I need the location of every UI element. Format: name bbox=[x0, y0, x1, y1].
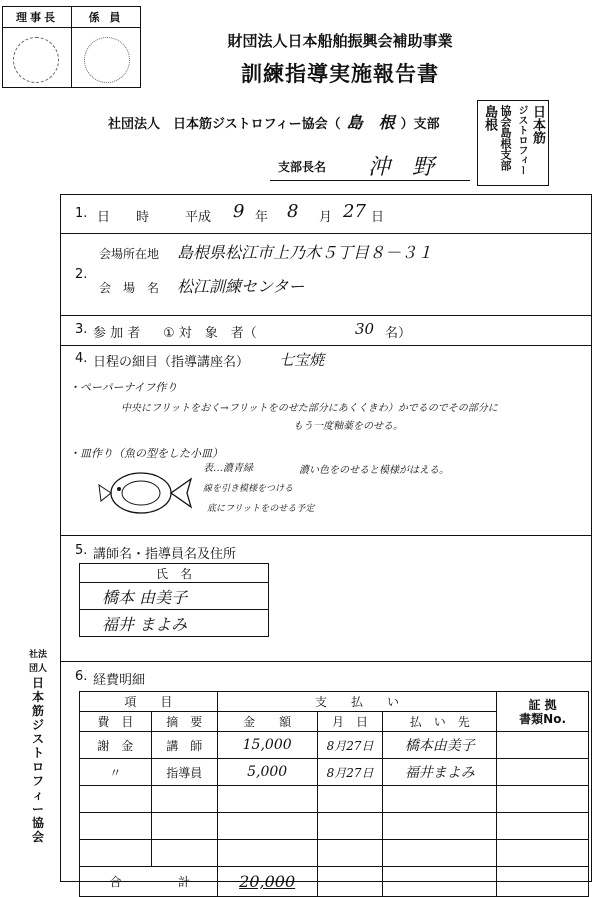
side-char: 団人 bbox=[28, 664, 47, 674]
side-char: フ bbox=[31, 774, 44, 788]
participants-count: 30 bbox=[355, 320, 375, 338]
venue-name: 松江訓練センター bbox=[177, 277, 305, 296]
participants-number: 3. bbox=[75, 322, 88, 337]
organization-line bbox=[108, 110, 440, 133]
section-instructors bbox=[61, 535, 591, 662]
row1-summary: 講 師 bbox=[151, 732, 217, 759]
expense-row bbox=[80, 732, 589, 759]
schedule-item1-line2: もう一度釉薬をのせる。 bbox=[293, 421, 403, 432]
date-year: 9 bbox=[233, 201, 245, 222]
schedule-number: 4. bbox=[75, 351, 88, 366]
org-prefix: 社団法人 日本筋ジストロフィー協会（ bbox=[108, 117, 341, 132]
date-number: 1. bbox=[75, 206, 88, 221]
side-char: ー bbox=[31, 802, 44, 816]
fish-body bbox=[111, 473, 171, 513]
total-label-1: 合 bbox=[80, 867, 152, 897]
total-label-2: 計 bbox=[151, 867, 217, 897]
side-char: 本 bbox=[31, 690, 44, 704]
fish-eye bbox=[117, 487, 121, 491]
side-char: 筋 bbox=[31, 704, 44, 718]
schedule-note1: 表…濃青緑 bbox=[203, 463, 253, 474]
side-char: 日 bbox=[31, 676, 44, 690]
seal-col-4: 島根 bbox=[482, 105, 497, 131]
venue-number: 2. bbox=[75, 267, 88, 282]
header-payee: 払 い 先 bbox=[383, 712, 497, 732]
venue-address: 島根県松江市上乃木５丁目８－３１ bbox=[177, 243, 434, 262]
instructors-number: 5. bbox=[75, 543, 88, 558]
side-char: ト bbox=[31, 746, 44, 760]
header-proof-line1: 証 拠 bbox=[528, 697, 557, 712]
row1-item: 謝 金 bbox=[80, 732, 152, 759]
side-char: ロ bbox=[31, 760, 44, 774]
side-char: ィ bbox=[31, 788, 44, 802]
section-date bbox=[61, 195, 591, 234]
seal-col-3: 協会島根支部 bbox=[499, 105, 512, 171]
branch-head-name: 沖 野 bbox=[368, 155, 435, 180]
side-char: ジ bbox=[31, 718, 44, 732]
expense-row bbox=[80, 813, 589, 840]
schedule-note1b: 濃い色をのせると模様がはえる。 bbox=[299, 465, 449, 476]
expense-row bbox=[80, 786, 589, 813]
foundation-line: 財団法人日本船舶振興会補助事業 bbox=[227, 32, 453, 50]
instructor-name-2: 福井 まよみ bbox=[80, 610, 269, 637]
row1-amount: 15,000 bbox=[217, 732, 317, 759]
schedule-label: 日程の細目（指導講座名） bbox=[93, 355, 250, 370]
date-era: 平成 bbox=[185, 210, 212, 225]
fish-inner bbox=[122, 481, 160, 505]
branch-seal bbox=[477, 100, 549, 186]
expense-row bbox=[80, 759, 589, 786]
chairman-label: 理事長 bbox=[3, 7, 71, 28]
report-title: 訓練指導実施報告書 bbox=[241, 62, 439, 86]
header-proof bbox=[497, 692, 589, 732]
participants-unit: 名） bbox=[385, 326, 412, 341]
instructors-label: 講師名・指導員名及住所 bbox=[93, 547, 237, 562]
venue-address-label: 会場所在地 bbox=[99, 247, 160, 261]
section-schedule bbox=[61, 345, 591, 536]
schedule-note2: 線を引き模様をつける bbox=[203, 484, 294, 494]
side-char: ス bbox=[31, 732, 44, 746]
schedule-note3: 底にフリットをのせる予定 bbox=[207, 504, 315, 514]
side-char: 協 bbox=[31, 816, 44, 830]
row2-amount: 5,000 bbox=[217, 759, 317, 786]
section-expenses bbox=[61, 661, 591, 891]
date-label: 日 時 bbox=[97, 210, 150, 225]
row2-proof bbox=[497, 759, 589, 786]
header-proof-line2: 書類No. bbox=[519, 711, 567, 726]
expenses-label: 経費明細 bbox=[93, 673, 146, 688]
date-month: 8 bbox=[287, 201, 299, 222]
expense-total-row bbox=[80, 867, 589, 897]
branch-name: 島 根 bbox=[346, 113, 395, 132]
expenses-table bbox=[79, 691, 589, 897]
header-payment: 支 払 い bbox=[217, 692, 496, 712]
venue-name-label: 会 場 名 bbox=[99, 281, 160, 295]
date-year-unit: 年 bbox=[255, 210, 269, 225]
section-participants bbox=[61, 315, 591, 346]
report-form bbox=[60, 194, 592, 891]
section-venue bbox=[61, 233, 591, 316]
header-date: 月 日 bbox=[317, 712, 383, 732]
fish-head bbox=[99, 485, 111, 501]
row1-date: 8月27日 bbox=[317, 732, 383, 759]
branch-head-label: 支部長名 bbox=[278, 160, 327, 174]
fish-plate-sketch bbox=[91, 461, 211, 521]
org-suffix: ）支部 bbox=[400, 117, 440, 132]
date-month-unit: 月 bbox=[319, 210, 333, 225]
header-expense-item: 費 目 bbox=[80, 712, 152, 732]
side-char: 社法 bbox=[28, 650, 47, 660]
seal-col-2: ジストロフィー bbox=[516, 105, 527, 175]
row1-payee: 橋本由美子 bbox=[383, 732, 497, 759]
row2-payee: 福井まよみ bbox=[383, 759, 497, 786]
date-day: 27 bbox=[343, 201, 366, 222]
staff-label: 係 員 bbox=[72, 7, 140, 28]
instructor-name-1: 橋本 由美子 bbox=[80, 583, 269, 610]
side-char: 会 bbox=[31, 830, 44, 844]
participants-label: 参 加 者 bbox=[93, 326, 141, 341]
expense-row bbox=[80, 840, 589, 867]
row1-proof bbox=[497, 732, 589, 759]
instructors-name-header: 氏 名 bbox=[80, 564, 269, 583]
branch-head-underline bbox=[270, 180, 470, 181]
seal-col-1: 日本筋 bbox=[530, 105, 545, 144]
total-amount: 20,000 bbox=[217, 867, 317, 897]
date-day-unit: 日 bbox=[371, 210, 385, 225]
instructors-table bbox=[79, 563, 269, 637]
header-item: 項 目 bbox=[80, 692, 218, 712]
row2-date: 8月27日 bbox=[317, 759, 383, 786]
schedule-course: 七宝焼 bbox=[279, 351, 325, 369]
row2-summary: 指導員 bbox=[151, 759, 217, 786]
schedule-item1-line1: 中央にフリットをおく→フリットをのせた部分にあくくきわ）かでるのでその部分に bbox=[121, 403, 498, 414]
side-org-label bbox=[26, 648, 50, 844]
header-amount: 金 額 bbox=[217, 712, 317, 732]
expenses-number: 6. bbox=[75, 669, 88, 684]
schedule-item2-title: ・皿作り（魚の型をした小皿） bbox=[69, 447, 223, 460]
participants-sub: ① 対 象 者（ bbox=[163, 326, 257, 341]
fish-tail bbox=[171, 479, 191, 507]
row2-item: 〃 bbox=[80, 759, 152, 786]
schedule-item1-title: ・ペーパーナイフ作り bbox=[69, 381, 178, 394]
header-summary: 摘 要 bbox=[151, 712, 217, 732]
